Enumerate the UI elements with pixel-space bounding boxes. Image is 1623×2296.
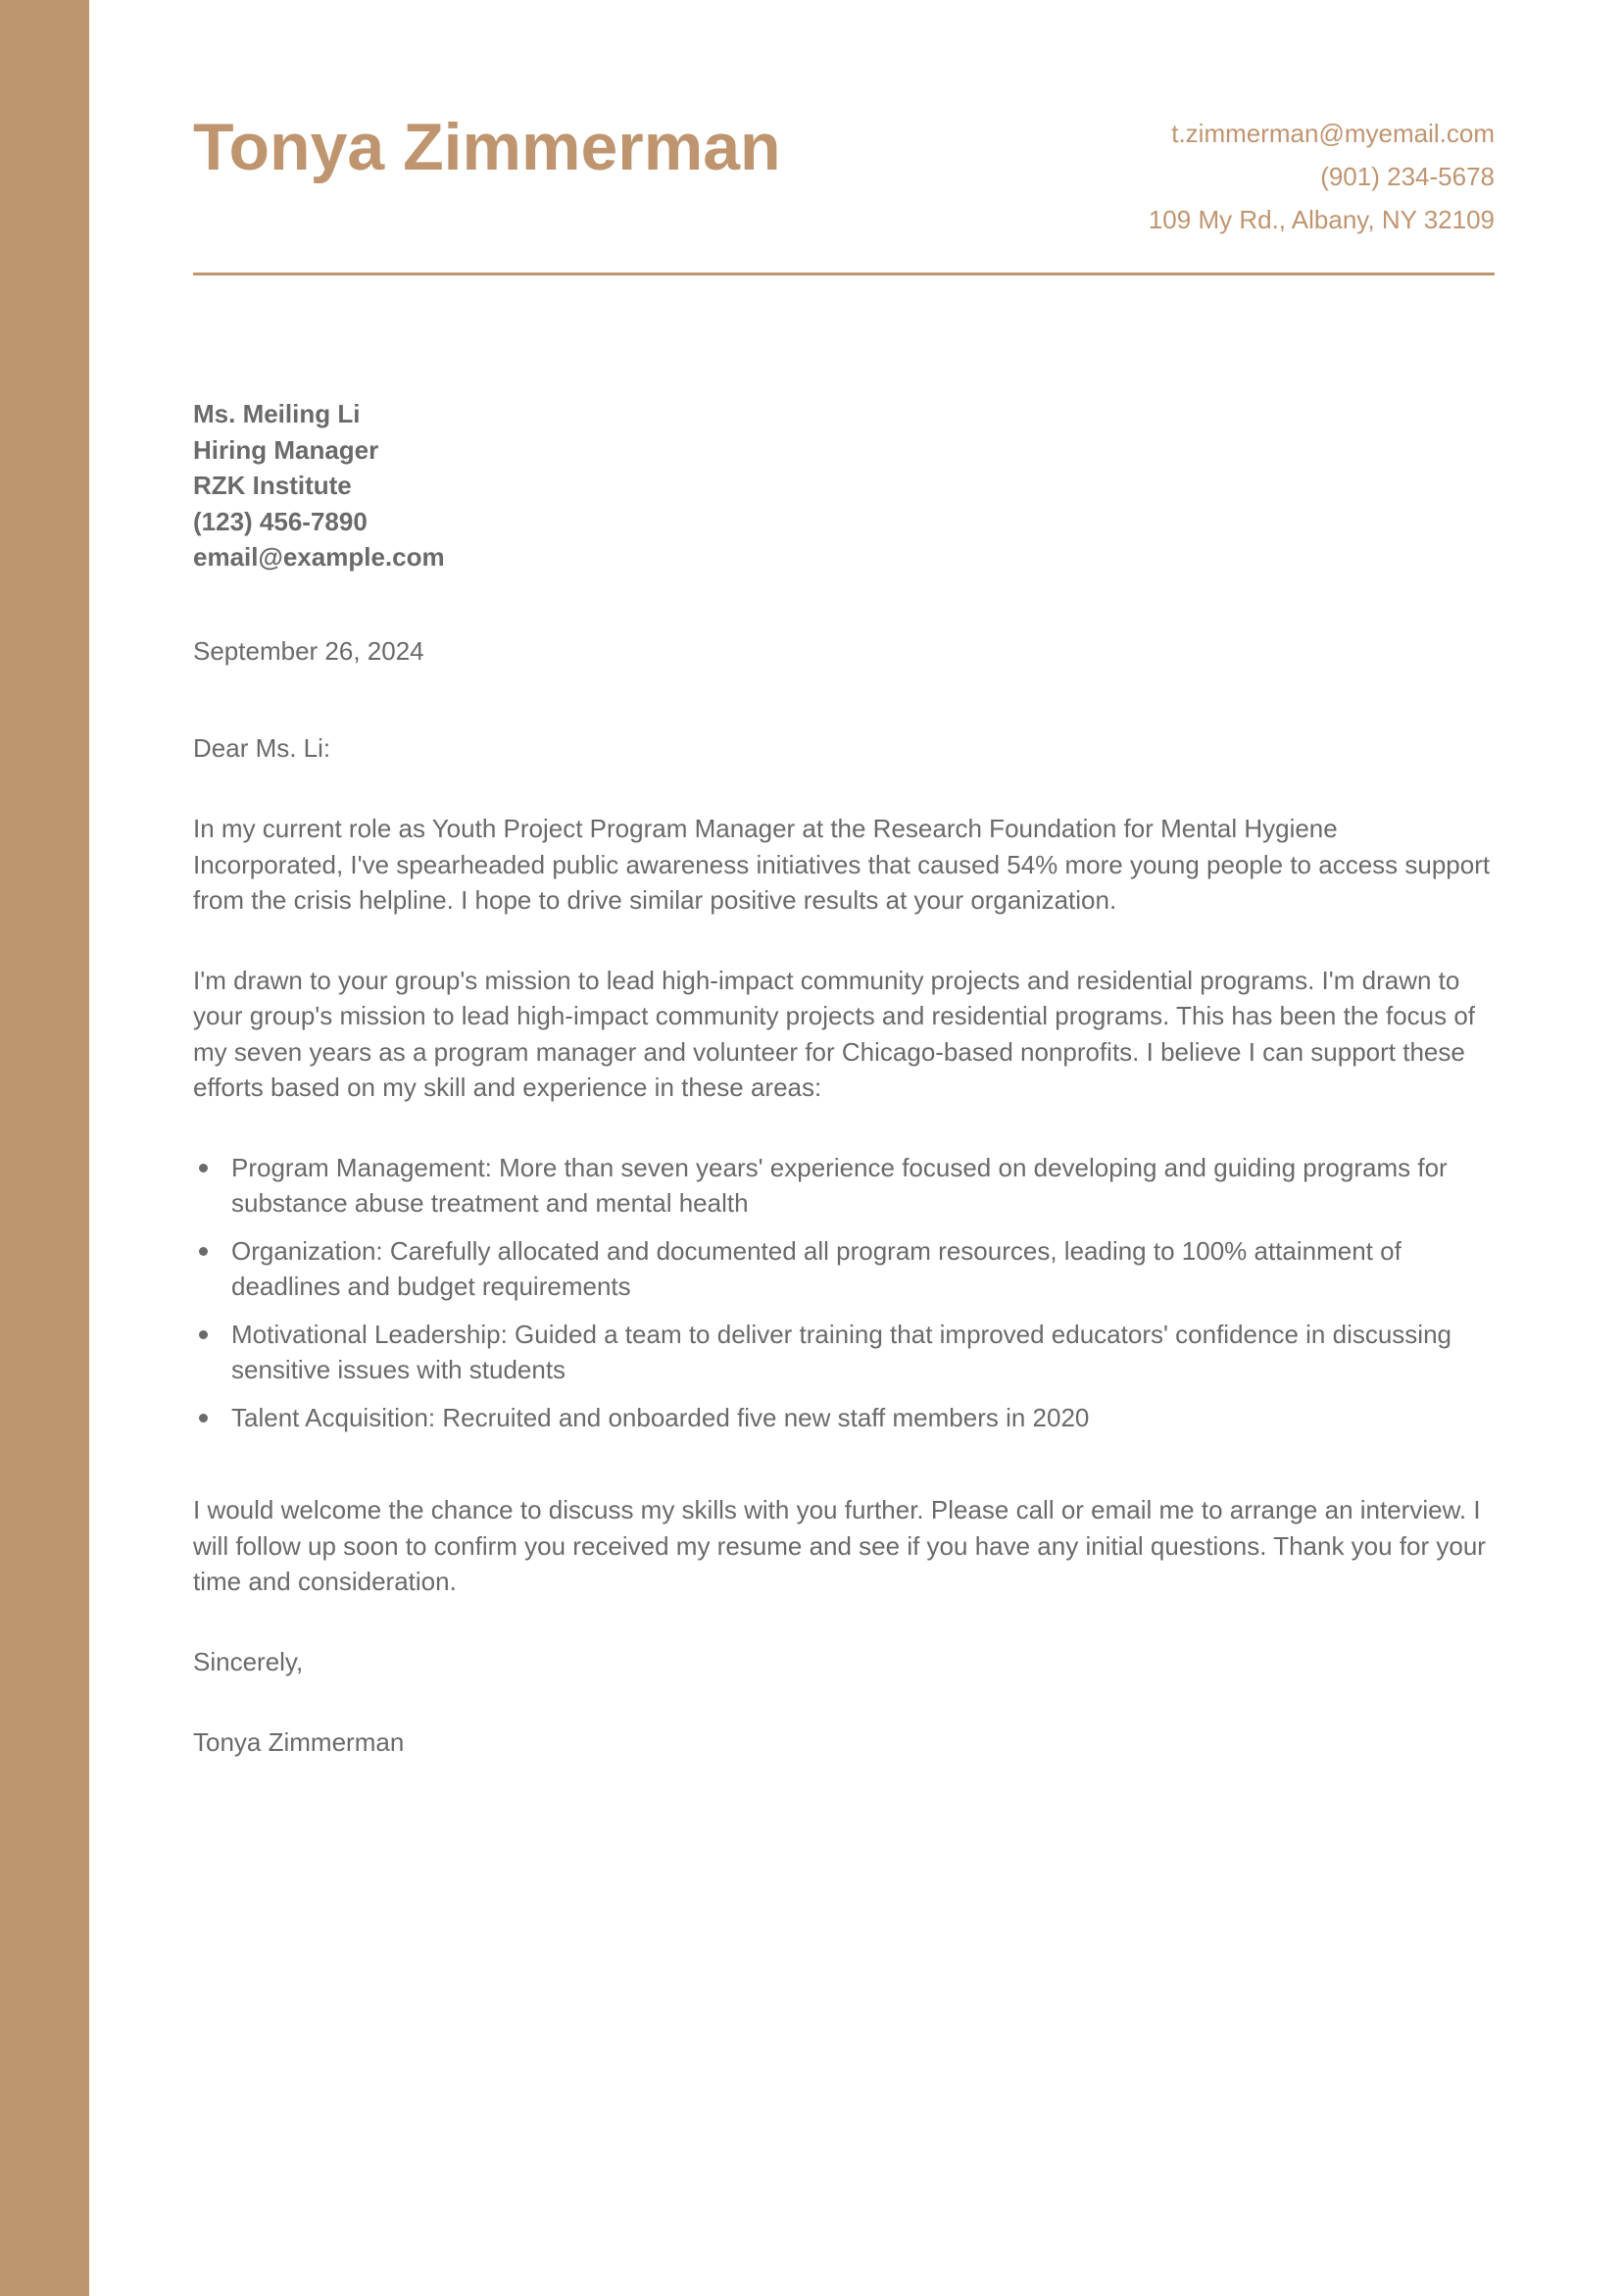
- recipient-phone: (123) 456-7890: [193, 506, 368, 536]
- sender-phone: (901) 234-5678: [1320, 162, 1495, 191]
- header-divider: [193, 273, 1495, 275]
- sender-email: t.zimmerman@myemail.com: [1171, 119, 1495, 148]
- list-item-text: Program Management: More than seven years' experience focused on developing and guiding programs for substance abuse treatment and mental health: [231, 1152, 1448, 1218]
- bullet-icon: [199, 1414, 208, 1423]
- list-item-text: Motivational Leadership: Guided a team to deliver training that improved educators' confidence in discussing sensitive issues with students: [231, 1319, 1452, 1384]
- letter-date: September 26, 2024: [193, 636, 424, 666]
- side-accent-bar: [0, 0, 89, 2296]
- list-item: [193, 1150, 1495, 1222]
- cover-letter-page: [193, 0, 1495, 2296]
- paragraph-intro: In my current role as Youth Project Program Manager at the Research Foundation for Mental Hygiene Incorporated, I've spearheaded public awareness initiatives that caused 54% more young people to access support from the crisis helpline. I hope to drive similar positive results at your organization.: [193, 814, 1491, 915]
- paragraph-mission: I'm drawn to your group's mission to lead high-impact community projects and residential programs. I'm drawn to your group's mission to lead high-impact community projects and residential programs. This has been the focus of my seven years as a program manager and volunteer for Chicago-based nonprofits. I believe I can support these efforts based on my skill and experience in these areas:: [193, 965, 1476, 1102]
- list-item: [193, 1400, 1495, 1436]
- paragraph-closing: I would welcome the chance to discuss my skills with you further. Please call or email me to arrange an interview. I will follow up soon to confirm you received my resume and see if you have any initial questions. Thank you for your time and consideration.: [193, 1495, 1486, 1596]
- list-item-text: Talent Acquisition: Recruited and onboarded five new staff members in 2020: [231, 1402, 1090, 1432]
- list-item-text: Organization: Carefully allocated and documented all program resources, leading to 100% attainment of deadlines and budget requirements: [231, 1235, 1402, 1301]
- sender-name: Tonya Zimmerman: [193, 110, 781, 184]
- recipient-block: [193, 396, 445, 575]
- sender-address: 109 My Rd., Albany, NY 32109: [1148, 205, 1495, 234]
- bullet-icon: [199, 1247, 208, 1256]
- bullet-icon: [199, 1330, 208, 1339]
- list-item: [193, 1233, 1495, 1305]
- list-item: [193, 1317, 1495, 1388]
- sender-contact: [1149, 112, 1495, 241]
- closing: Sincerely,: [193, 1646, 304, 1676]
- salutation: Dear Ms. Li:: [193, 732, 331, 763]
- letter-body: [193, 633, 1495, 1761]
- recipient-email: email@example.com: [193, 542, 445, 572]
- skills-list: [193, 1150, 1495, 1436]
- bullet-icon: [199, 1164, 208, 1173]
- recipient-name: Ms. Meiling Li: [193, 399, 361, 428]
- recipient-company: RZK Institute: [193, 471, 352, 500]
- signature: Tonya Zimmerman: [193, 1727, 405, 1757]
- letter-header: [193, 0, 1495, 276]
- recipient-title: Hiring Manager: [193, 434, 379, 465]
